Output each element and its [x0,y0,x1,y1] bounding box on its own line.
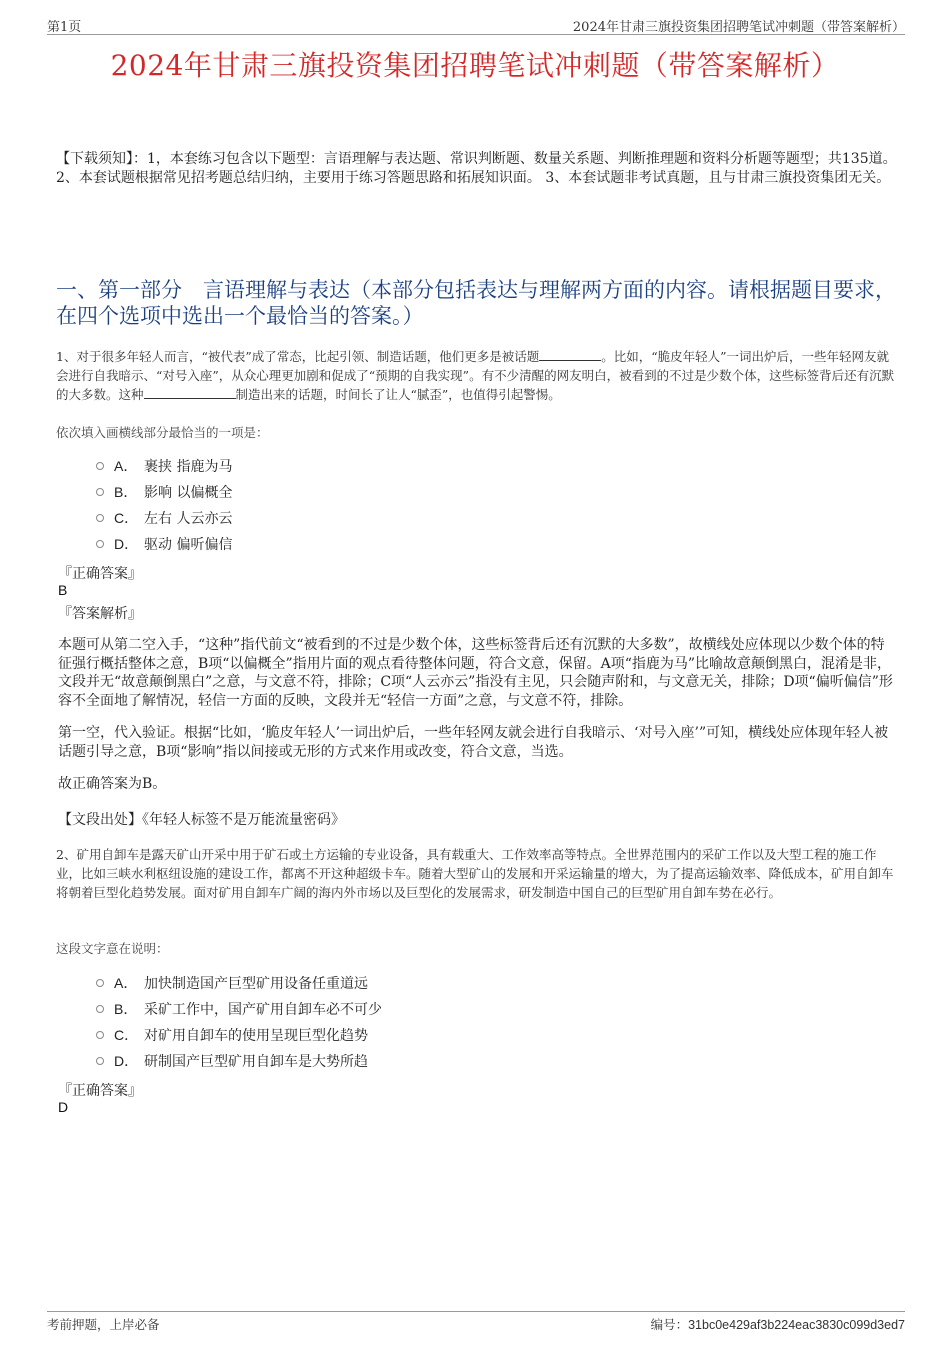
document-title: 2024年甘肃三旗投资集团招聘笔试冲刺题（带答案解析） [110,49,840,82]
analysis-paragraph: 第一空，代入验证。根据“比如，‘脆皮年轻人’一词出炉后，一些年轻网友就会进行自我暗示、‘对号入座’”可知，横线处应体现年轻人被话题引导之意，B项“影响”指以间接或无形的方式来作用或改变，符合文意，当选。 [58,725,889,760]
analysis-label: 『答案解析』 [58,606,142,622]
radio-button[interactable] [96,488,104,496]
question-2-prompt: 这段文字意在说明： [56,941,169,956]
page-number: 第1页 [47,20,82,35]
blank-line [539,347,601,361]
question-1-text-part: 制造出来的话题，时间长了让人“腻歪”，也值得引起警惕。 [235,387,561,402]
question-2-text: 2、矿用自卸车是露天矿山开采中用于矿石或土方运输的专业设备，具有载重大、工作效率高等特点。全世界范围内的采矿工作以及大型工程的施工作业，比如三峡水利枢纽设施的建设工作，都离不开这种超级卡车。随着大型矿山的发展和开采运输量的增大，为了提高运输效率、降低成本，矿用自卸车将朝着巨型化趋势发展。面对矿用自卸车广阔的海内外市场以及巨型化的发展需求，研发制造中国自己的巨型矿用自卸车势在必行。 [56,847,894,900]
question-1-text-part: 1、对于很多年轻人而言，“被代表”成了常态，比起引领、制造话题，他们更多是被话题 [56,349,540,364]
radio-button[interactable] [96,979,104,987]
option-letter: D． [114,536,139,552]
option-letter: C． [114,1027,139,1043]
option-text: 研制国产巨型矿用自卸车是大势所趋 [144,1054,368,1070]
footer-code-label: 编号： [650,1317,689,1332]
page-header [47,14,905,35]
answer-value: D [58,1099,69,1115]
option-text: 裹挟 指鹿为马 [144,459,233,475]
option-d[interactable] [96,1048,696,1074]
option-letter: C． [114,510,139,526]
page-footer [47,1311,905,1334]
option-a[interactable] [96,970,696,996]
option-a[interactable] [96,453,696,479]
option-c[interactable] [96,1022,696,1048]
header-doc-title: 2024年甘肃三旗投资集团招聘笔试冲刺题（带答案解析） [572,20,905,35]
radio-button[interactable] [96,540,104,548]
option-d[interactable] [96,531,696,557]
option-text: 驱动 偏听偏信 [144,537,233,553]
footer-code-value: 31bc0e429af3b224eac3830c099d3ed7 [688,1318,905,1332]
radio-button[interactable] [96,1005,104,1013]
option-letter: A． [114,975,138,991]
answer-label: 『正确答案』 [58,566,142,582]
answer-value: B [58,582,68,598]
analysis-conclusion: 故正确答案为B。 [58,776,167,792]
option-b[interactable] [96,996,696,1022]
footer-code [651,1315,905,1333]
radio-button[interactable] [96,514,104,522]
option-letter: A． [114,458,138,474]
analysis-paragraph: 本题可从第二空入手，“这种”指代前文“被看到的不过是少数个体，这些标签背后还有沉默的大多数”，故横线处应体现以少数个体的特征强行概括整体之意，B项“以偏概全”指用片面的观点看待整体问题，符合文意，保留。A项“指鹿为马”比喻故意颠倒黑白，混淆是非，文段并无“故意颠倒黑白”之意，与文意不符，排除；C项“人云亦云”指没有主见，只会随声附和，与文意无关，排除；D项“偏听偏信”形容不全面地了解情况，轻信一方面的反映，文段并无“轻信一方面”之意，与文意不符，排除。 [58,637,893,709]
radio-button[interactable] [96,1057,104,1065]
blank-line [144,385,236,399]
option-c[interactable] [96,505,696,531]
question-1-text-part: 。比如，“脆皮年轻人”一词出炉后，一些年轻网友就会进行自我暗示、“对号入座”，从众心理更加剧和促成了“预期的自我实现”。有不少清醒的网友明白，被看到的不过是少数个体，这些标签背后还有沉默的大多数。这种 [56,349,895,402]
option-text: 加快制造国产巨型矿用设备任重道远 [144,976,368,992]
option-b[interactable] [96,479,696,505]
option-text: 左右 人云亦云 [144,511,233,527]
option-letter: D． [114,1053,139,1069]
question-1-text [56,347,898,404]
option-text: 对矿用自卸车的使用呈现巨型化趋势 [144,1028,368,1044]
question-1-options [96,453,696,557]
option-text: 采矿工作中，国产矿用自卸车必不可少 [144,1002,382,1018]
radio-button[interactable] [96,462,104,470]
radio-button[interactable] [96,1031,104,1039]
section-heading: 一、第一部分 言语理解与表达（本部分包括表达与理解两方面的内容。请根据题目要求，在四个选项中选出一个最恰当的答案。） [56,278,896,328]
option-letter: B． [114,1001,138,1017]
passage-source: 【文段出处】《年轻人标签不是万能流量密码》 [58,812,345,828]
option-letter: B． [114,484,138,500]
footer-slogan: 考前押题，上岸必备 [47,1317,160,1332]
question-2-options [96,970,696,1074]
question-1-prompt: 依次填入画横线部分最恰当的一项是： [56,425,269,440]
option-text: 影响 以偏概全 [144,485,233,501]
download-notice: 【下载须知】：1，本套练习包含以下题型：言语理解与表达题、常识判断题、数量关系题、判断推理题和资料分析题等题型；共135道。 2、本套试题根据常见招考题总结归纳，主要用于练习答题思路和拓展知识面。 3、本套试题非考试真题，且与甘肃三旗投资集团无关。 [56,151,897,186]
answer-label: 『正确答案』 [58,1083,142,1099]
